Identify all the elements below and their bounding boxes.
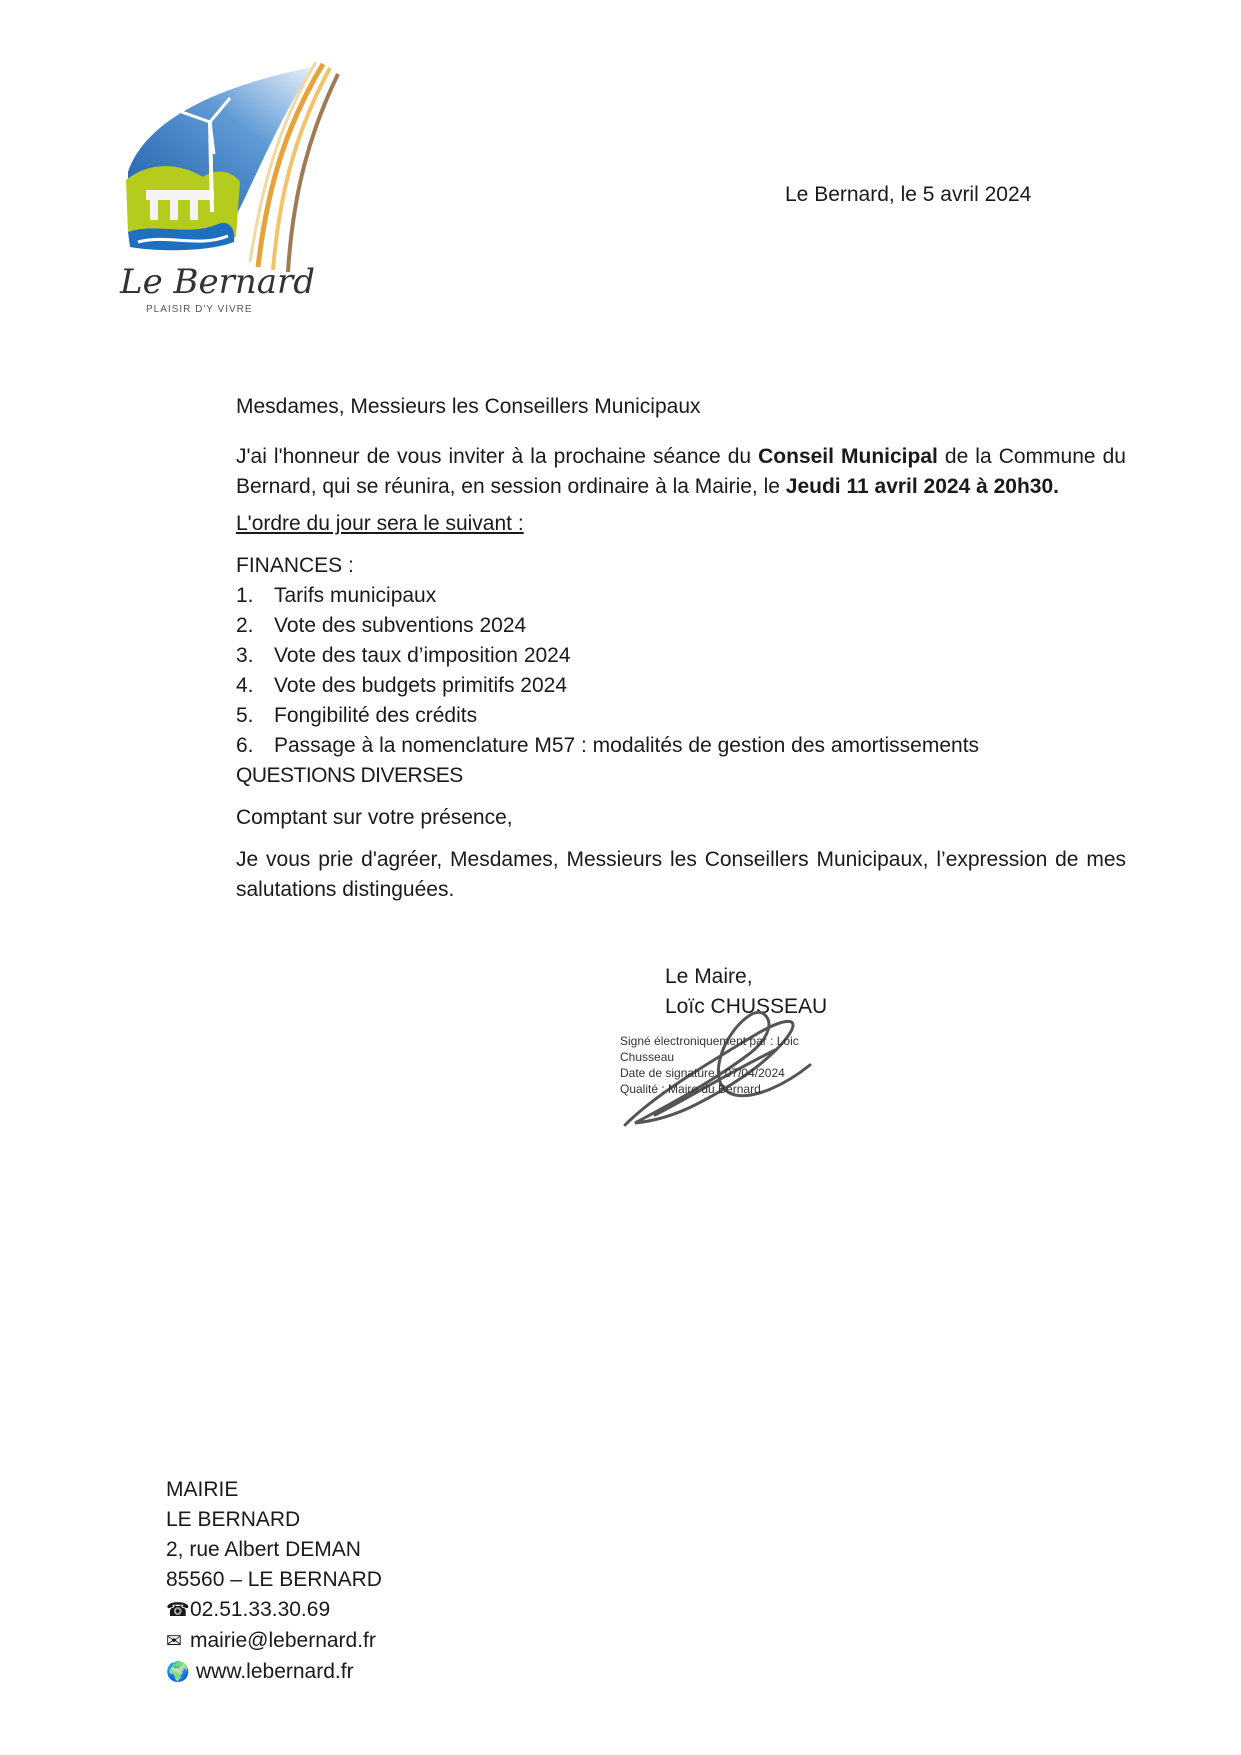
- list-item: 6. Passage à la nomenclature M57 : modalités de gestion des amortissements: [236, 734, 980, 757]
- letter-body: [236, 392, 1126, 905]
- footer-city: 85560 – LE BERNARD: [166, 1568, 382, 1591]
- phone-icon: ☎: [166, 1600, 190, 1621]
- questions-diverses: QUESTIONS DIVERSES: [236, 764, 463, 787]
- stamp-line: Qualité : Maire du Bernard: [620, 1082, 761, 1096]
- list-item: 3. Vote des taux d’imposition 2024: [236, 644, 571, 667]
- list-item: 5. Fongibilité des crédits: [236, 704, 478, 727]
- phone-number: 02.51.33.30.69: [190, 1598, 331, 1621]
- footer-line1: MAIRIE: [166, 1478, 239, 1501]
- signatory-title: Le Maire,: [665, 965, 753, 988]
- letter-date: Le Bernard, le 5 avril 2024: [785, 183, 1032, 206]
- electronic-signature-stamp: [620, 1033, 799, 1097]
- footer-line2: LE BERNARD: [166, 1508, 301, 1531]
- meeting-datetime: Jeudi 11 avril 2024 à 20h30.: [785, 475, 1059, 498]
- section-title: FINANCES :: [236, 554, 354, 577]
- list-item: 1. Tarifs municipaux: [236, 584, 437, 607]
- logo-name: Le Bernard: [120, 262, 316, 302]
- intro-text-2: de la Commune du Bernard, qui se réunira, en session ordinaire à la Mairie, le: [236, 445, 1126, 498]
- intro-paragraph: [236, 442, 1126, 502]
- agenda-heading: L'ordre du jour sera le suivant :: [236, 512, 524, 535]
- stamp-line: Signé électroniquement par : Loic: [620, 1034, 799, 1048]
- stamp-line: Chusseau: [620, 1050, 675, 1064]
- commune-logo: [118, 62, 368, 347]
- stamp-line: Date de signature : 07/04/2024: [620, 1066, 785, 1080]
- globe-icon: 🌍: [166, 1662, 190, 1683]
- website-link[interactable]: www.lebernard.fr: [196, 1660, 354, 1683]
- footer-email: [166, 1626, 382, 1657]
- signatory-name: Loïc CHUSSEAU: [665, 995, 828, 1018]
- list-item: 4. Vote des budgets primitifs 2024: [236, 674, 568, 697]
- closing-salutations: Je vous prie d'agréer, Mesdames, Messieurs les Conseillers Municipaux, l’expression de mes salutations distinguées.: [236, 848, 1126, 901]
- email-link[interactable]: mairie@lebernard.fr: [190, 1629, 376, 1652]
- salutation: Mesdames, Messieurs les Conseillers Municipaux: [236, 395, 701, 418]
- closing-presence: Comptant sur votre présence,: [236, 806, 513, 829]
- footer-phone: [166, 1595, 382, 1626]
- footer-street: 2, rue Albert DEMAN: [166, 1538, 361, 1561]
- footer-website: [166, 1657, 382, 1688]
- intro-text-1: J'ai l'honneur de vous inviter à la prochaine séance du: [236, 445, 759, 468]
- intro-council: Conseil Municipal: [758, 445, 938, 468]
- footer-address: [166, 1475, 382, 1688]
- agenda-list: [236, 581, 1126, 761]
- logo-tagline: PLAISIR D'Y VIVRE: [146, 304, 253, 315]
- envelope-icon: ✉: [166, 1631, 182, 1652]
- list-item: 2. Vote des subventions 2024: [236, 614, 527, 637]
